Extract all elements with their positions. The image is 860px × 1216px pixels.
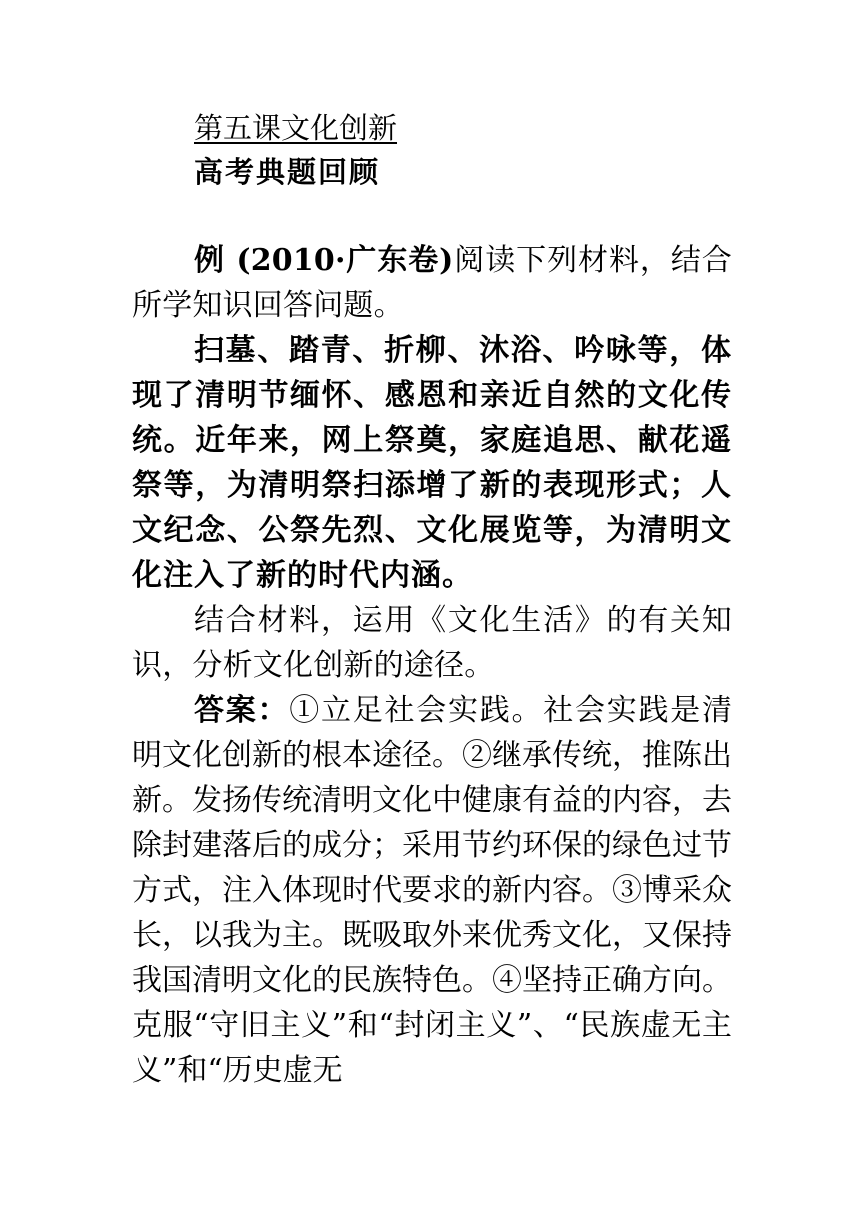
question-paragraph: 结合材料，运用《文化生活》的有关知识，分析文化创新的途径。 bbox=[132, 603, 732, 683]
example-source: (2010·广东卷) bbox=[224, 243, 454, 278]
example-paragraph bbox=[132, 238, 732, 328]
material-paragraph: 扫墓、踏青、折柳、沐浴、吟咏等，体现了清明节缅怀、感恩和亲近自然的文化传统。近年来，网上祭奠，家庭追思、献花遥祭等，为清明祭扫添增了新的表现形式；人文纪念、公祭先烈、文化展览等，为清明文化注入了新的时代内涵。 bbox=[132, 333, 732, 593]
lesson-title: 第五课文化创新 bbox=[194, 111, 398, 145]
answer-label: 答案： bbox=[194, 693, 290, 728]
answer-text: ①立足社会实践。社会实践是清明文化创新的根本途径。②继承传统，推陈出新。发扬传统清明文化中健康有益的内容，去除封建落后的成分；采用节约环保的绿色过节方式，注入体现时代要求的新内容。③博采众长，以我为主。既吸取外来优秀文化，又保持我国清明文化的民族特色。④坚持正确方向。克服“守旧主义”和“封闭主义”、“民族虚无主义”和“历史虚无 bbox=[132, 693, 732, 1088]
spacer bbox=[132, 194, 732, 238]
answer-paragraph bbox=[132, 688, 732, 1093]
example-prompt: 阅读下列材料，结合所学知识回答问题。 bbox=[132, 243, 732, 323]
document-page bbox=[132, 106, 732, 1093]
section-title: 高考典题回顾 bbox=[194, 155, 381, 189]
example-label: 例 bbox=[194, 243, 225, 278]
